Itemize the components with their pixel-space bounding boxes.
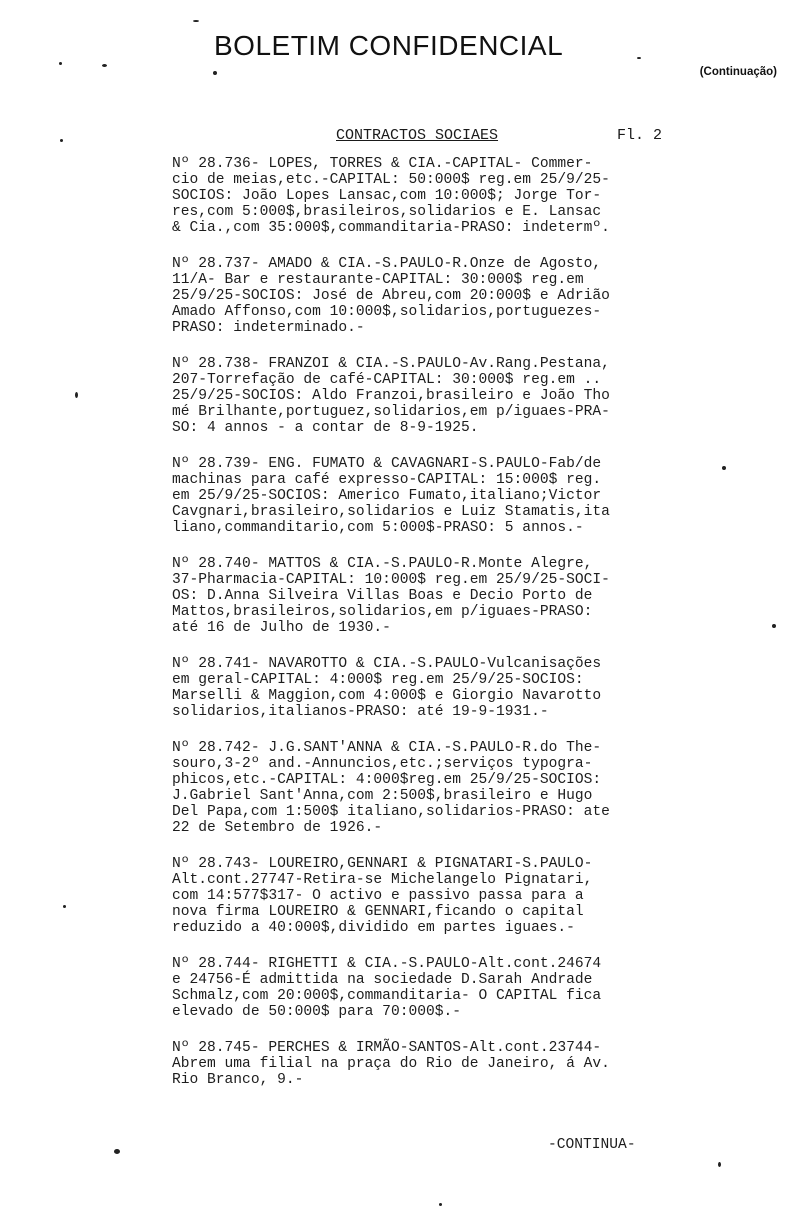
contract-entry (172, 656, 672, 720)
scan-speck (637, 57, 641, 59)
entry-line: Nº 28.736- LOPES, TORRES & CIA.-CAPITAL- Commer- (172, 156, 593, 172)
contract-entry (172, 740, 672, 836)
scan-speck (213, 71, 217, 75)
entry-line: até 16 de Julho de 1930.- (172, 620, 391, 636)
contract-entry (172, 256, 672, 336)
entry-line: souro,3-2º and.-Annuncios,etc.;serviços typogra- (172, 756, 593, 772)
entry-line: Del Papa,com 1:500$ italiano,solidarios-PRASO: ate (172, 804, 610, 820)
entry-line: SO: 4 annos - a contar de 8-9-1925. (172, 420, 479, 436)
entry-line: machinas para café expresso-CAPITAL: 15:000$ reg. (172, 472, 602, 488)
entry-line: res,com 5:000$,brasileiros,solidarios e E. Lansac (172, 204, 602, 220)
entry-line: reduzido a 40:000$,dividido em partes iguaes.- (172, 920, 575, 936)
scan-speck (722, 466, 726, 470)
entry-line: Nº 28.741- NAVAROTTO & CIA.-S.PAULO-Vulcanisações (172, 656, 602, 672)
entry-line: Abrem uma filial na praça do Rio de Janeiro, á Av. (172, 1056, 610, 1072)
entry-line: Nº 28.742- J.G.SANT'ANNA & CIA.-S.PAULO-R.do The- (172, 740, 602, 756)
entry-line: Rio Branco, 9.- (172, 1072, 304, 1088)
entry-line: 25/9/25-SOCIOS: Aldo Franzoi,brasileiro e João Tho (172, 388, 610, 404)
entry-line: liano,commanditario,com 5:000$-PRASO: 5 annos.- (172, 520, 584, 536)
entry-line: nova firma LOUREIRO & GENNARI,ficando o capital (172, 904, 584, 920)
scan-speck (60, 139, 63, 142)
entry-line: Amado Affonso,com 10:000$,solidarios,portuguezes- (172, 304, 602, 320)
entry-line: Nº 28.739- ENG. FUMATO & CAVAGNARI-S.PAULO-Fab/de (172, 456, 602, 472)
entry-line: & Cia.,com 35:000$,commanditaria-PRASO: indetermº. (172, 220, 610, 236)
entry-line: mé Brilhante,portuguez,solidarios,em p/iguaes-PRA- (172, 404, 610, 420)
scan-speck (439, 1203, 442, 1206)
entry-line: 11/A- Bar e restaurante-CAPITAL: 30:000$ reg.em (172, 272, 584, 288)
entry-line: PRASO: indeterminado.- (172, 320, 365, 336)
entry-line: SOCIOS: João Lopes Lansac,com 10:000$; Jorge Tor- (172, 188, 602, 204)
entry-line: com 14:577$317- O activo e passivo passa para a (172, 888, 584, 904)
contract-entry (172, 1040, 672, 1088)
entry-line: phicos,etc.-CAPITAL: 4:000$reg.em 25/9/25-SOCIOS: (172, 772, 602, 788)
scan-speck (772, 624, 776, 628)
contract-entry (172, 556, 672, 636)
entry-line: Nº 28.737- AMADO & CIA.-S.PAULO-R.Onze de Agosto, (172, 256, 602, 272)
scan-speck (193, 20, 199, 22)
entry-line: J.Gabriel Sant'Anna,com 2:500$,brasileiro e Hugo (172, 788, 593, 804)
entry-line: Schmalz,com 20:000$,commanditaria- O CAPITAL fica (172, 988, 602, 1004)
entry-line: cio de meias,etc.-CAPITAL: 50:000$ reg.em 25/9/25- (172, 172, 610, 188)
entry-line: 37-Pharmacia-CAPITAL: 10:000$ reg.em 25/9/25-SOCI- (172, 572, 610, 588)
entry-line: elevado de 50:000$ para 70:000$.- (172, 1004, 462, 1020)
scan-speck (718, 1162, 721, 1167)
scan-speck (75, 392, 78, 398)
continuation-label: (Continuação) (699, 66, 777, 78)
entry-line: 25/9/25-SOCIOS: José de Abreu,com 20:000$ e Adrião (172, 288, 610, 304)
bulletin-title: BOLETIM CONFIDENCIAL (214, 30, 564, 61)
contract-entry (172, 856, 672, 936)
entry-line: e 24756-É admittida na sociedade D.Sarah Andrade (172, 972, 593, 988)
entry-line: Mattos,brasileiros,solidarios,em p/iguaes-PRASO: (172, 604, 593, 620)
contract-entries (172, 156, 672, 1108)
entry-line: 22 de Setembro de 1926.- (172, 820, 383, 836)
scan-speck (114, 1149, 120, 1154)
entry-line: Alt.cont.27747-Retira-se Michelangelo Pignatari, (172, 872, 593, 888)
contract-entry (172, 956, 672, 1020)
entry-line: Nº 28.744- RIGHETTI & CIA.-S.PAULO-Alt.cont.24674 (172, 956, 602, 972)
entry-line: Nº 28.743- LOUREIRO,GENNARI & PIGNATARI-S.PAULO- (172, 856, 593, 872)
entry-line: Nº 28.740- MATTOS & CIA.-S.PAULO-R.Monte Alegre, (172, 556, 593, 572)
continua-label: -CONTINUA- (548, 1137, 636, 1153)
entry-line: em geral-CAPITAL: 4:000$ reg.em 25/9/25-SOCIOS: (172, 672, 584, 688)
entry-line: Nº 28.745- PERCHES & IRMÃO-SANTOS-Alt.cont.23744- (172, 1040, 602, 1056)
scan-speck (63, 905, 66, 908)
scan-speck (102, 64, 107, 67)
entry-line: Cavgnari,brasileiro,solidarios e Luiz Stamatis,ita (172, 504, 610, 520)
entry-line: OS: D.Anna Silveira Villas Boas e Decio Porto de (172, 588, 593, 604)
entry-line: Marselli & Maggion,com 4:000$ e Giorgio Navarotto (172, 688, 602, 704)
contract-entry (172, 456, 672, 536)
page-number-label: Fl. 2 (617, 127, 663, 144)
entry-line: em 25/9/25-SOCIOS: Americo Fumato,italiano;Victor (172, 488, 602, 504)
scan-speck (59, 62, 62, 65)
entry-line: Nº 28.738- FRANZOI & CIA.-S.PAULO-Av.Rang.Pestana, (172, 356, 610, 372)
entry-line: 207-Torrefação de café-CAPITAL: 30:000$ reg.em .. (172, 372, 602, 388)
contract-entry (172, 356, 672, 436)
section-title: CONTRACTOS SOCIAES (336, 127, 499, 144)
contract-entry (172, 156, 672, 236)
entry-line: solidarios,italianos-PRASO: até 19-9-1931.- (172, 704, 549, 720)
